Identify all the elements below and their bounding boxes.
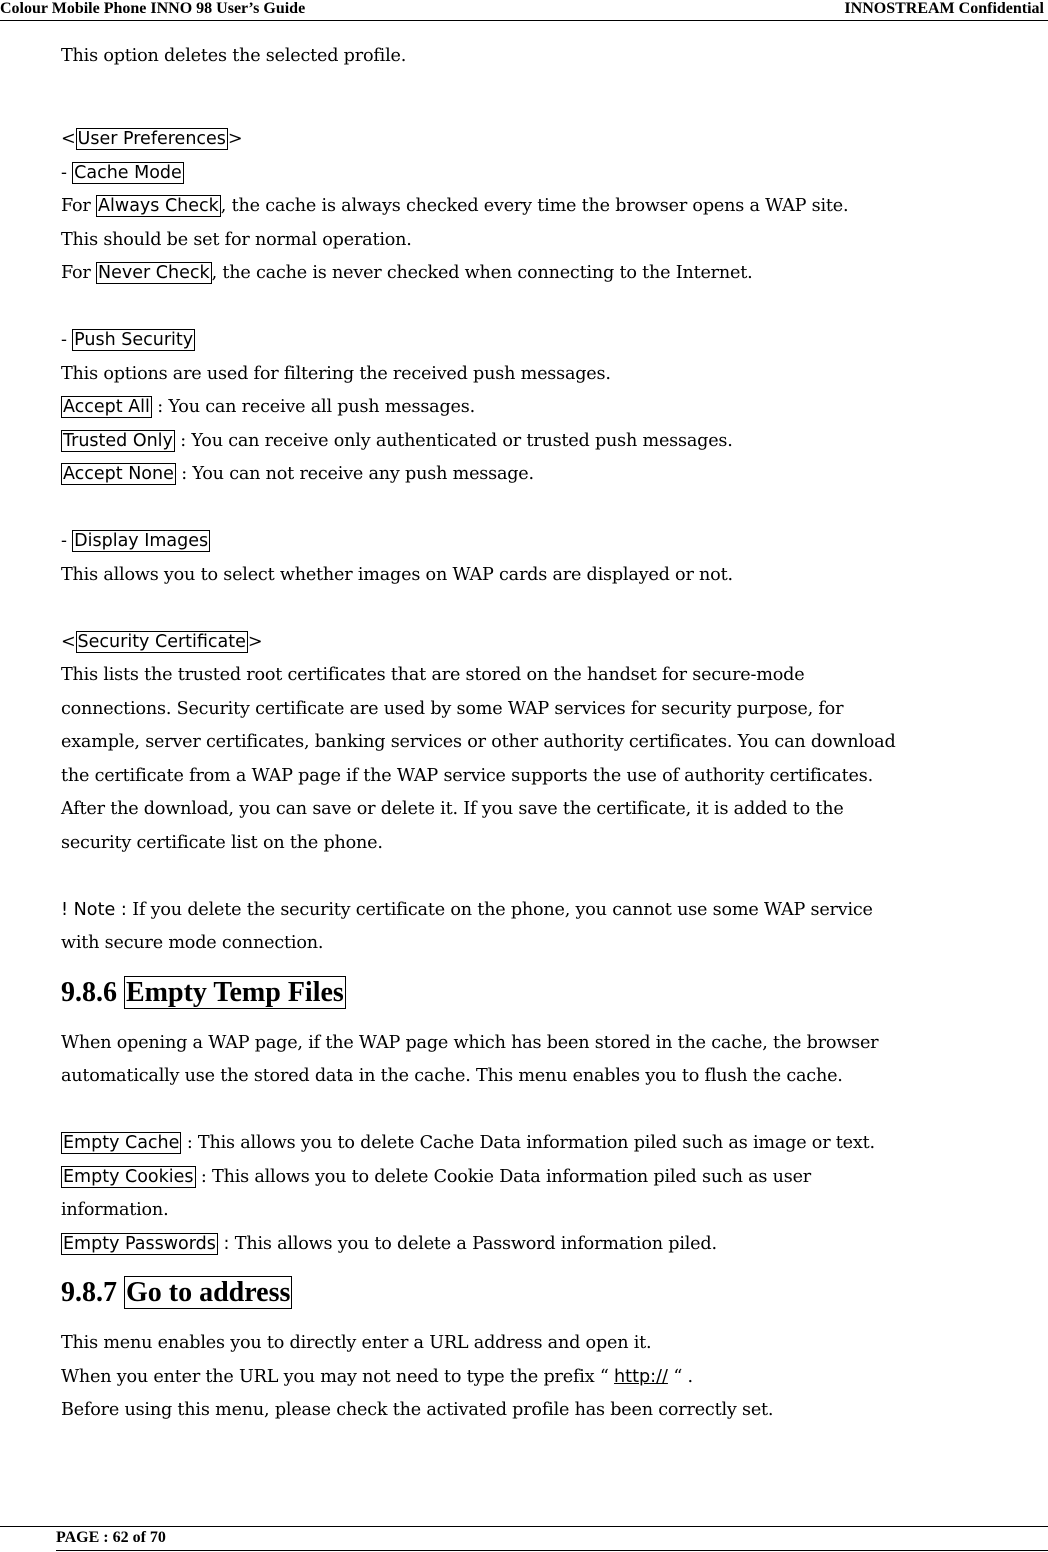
always-check-label: Always Check xyxy=(98,196,219,216)
empty-passwords-label: Empty Passwords xyxy=(63,1233,216,1254)
empty-cookies-label: Empty Cookies xyxy=(63,1166,194,1187)
section-987-number: 9.8.7 xyxy=(61,1277,117,1308)
security-certificate-label: Security Certificate xyxy=(77,631,246,652)
push-security-label: Push Security xyxy=(74,330,194,350)
note-label: ! Note : xyxy=(61,899,127,920)
security-cert-line: After the download, you can save or delete it. If you save the certificate, it is added to the xyxy=(61,799,844,819)
security-certificate-heading: < Security Certificate > xyxy=(61,631,263,652)
accept-all-label: Accept All xyxy=(63,397,150,417)
trusted-only-text: : You can receive only authenticated or trusted push messages. xyxy=(174,430,733,451)
intro-text: This option deletes the selected profile. xyxy=(61,46,407,66)
empty-passwords-text: This allows you to delete a Password information piled. xyxy=(229,1233,717,1254)
display-images-label: Display Images xyxy=(74,531,209,551)
never-check-line: For Never Check , the cache is never checked when connecting to the Internet. xyxy=(61,263,753,283)
empty-cookies-line-2: information. xyxy=(61,1200,169,1220)
trusted-only-label: Trusted Only xyxy=(63,430,173,451)
section-986-line: When opening a WAP page, if the WAP page which has been stored in the cache, the browser xyxy=(61,1032,879,1053)
accept-all-line xyxy=(61,391,1036,425)
always-check-line: For Always Check , the cache is always checked every time the browser opens a WAP site. xyxy=(61,196,849,216)
push-security-heading: - Push Security xyxy=(61,330,194,350)
http-prefix-link[interactable]: http:// xyxy=(614,1366,668,1387)
prefix-text: When you enter the URL you may not need to type the prefix “ xyxy=(61,1366,615,1387)
trusted-only-line xyxy=(61,425,1036,459)
prefix-text-end: “ . xyxy=(667,1366,693,1387)
empty-passwords-line: Empty Passwords : This allows you to delete a Password information piled. xyxy=(63,1233,717,1254)
section-986-title: Empty Temp Files xyxy=(126,976,344,1008)
page-header xyxy=(0,0,1048,21)
note-text: If you delete the security certificate on the phone, you cannot use some WAP service xyxy=(126,899,873,920)
section-987-line-3: Before using this menu, please check the activated profile has been correctly set. xyxy=(61,1400,774,1420)
empty-cookies-line xyxy=(61,1161,1036,1195)
empty-cache-line xyxy=(61,1127,1036,1161)
security-cert-line: example, server certificates, banking services or other authority certificates. You can download xyxy=(61,732,896,752)
user-preferences-heading: < User Preferences > xyxy=(61,129,243,149)
always-check-text: , the cache is always checked every time the browser opens a WAP site. xyxy=(220,196,849,216)
display-images-desc: This allows you to select whether images on WAP cards are displayed or not. xyxy=(61,564,733,585)
cache-mode-label: Cache Mode xyxy=(74,162,182,183)
section-987-heading xyxy=(61,1275,1036,1311)
accept-none-label: Accept None xyxy=(63,464,174,484)
display-images-heading: - Display Images xyxy=(61,531,209,551)
section-986-line: automatically use the stored data in the cache. This menu enables you to flush the cache. xyxy=(61,1066,843,1086)
normal-operation-line: This should be set for normal operation. xyxy=(61,229,412,250)
accept-none-line xyxy=(61,458,1036,492)
document-body xyxy=(61,40,1036,1428)
empty-cache-text: : This allows you to delete Cache Data information piled such as image or text. xyxy=(181,1133,875,1153)
page-footer xyxy=(0,1526,1048,1552)
section-987-line-1: This menu enables you to directly enter a URL address and open it. xyxy=(61,1333,652,1353)
header-doc-title: Colour Mobile Phone INNO 98 User’s Guide xyxy=(0,0,306,17)
section-986-number: 9.8.6 xyxy=(61,976,117,1008)
never-check-text: , the cache is never checked when connecting to the Internet. xyxy=(211,263,753,283)
empty-cookies-text: : This allows you to delete Cookie Data information piled such as user xyxy=(195,1166,812,1187)
security-cert-line: the certificate from a WAP page if the WAP service supports the use of authority certificates. xyxy=(61,765,873,786)
page-number: PAGE : 62 of 70 xyxy=(56,1529,166,1546)
accept-none-text: : You can not receive any push message. xyxy=(175,464,534,484)
accept-all-text: : You can receive all push messages. xyxy=(151,397,475,417)
security-cert-line: security certificate list on the phone. xyxy=(61,832,383,853)
security-cert-line: This lists the trusted root certificates that are stored on the handset for secure-mode xyxy=(61,665,805,685)
note-line-2: with secure mode connection. xyxy=(61,933,324,953)
push-security-desc: This options are used for filtering the received push messages. xyxy=(61,363,611,384)
section-987-line-2 xyxy=(61,1361,1036,1395)
header-confidential: INNOSTREAM Confidential xyxy=(844,0,1044,17)
user-preferences-label: User Preferences xyxy=(77,129,226,149)
section-986-heading xyxy=(61,975,1036,1011)
never-check-label: Never Check xyxy=(98,263,210,283)
note-line xyxy=(61,894,1036,928)
section-987-title: Go to address xyxy=(126,1277,291,1308)
security-cert-line: connections. Security certificate are used by some WAP services for security purpose, for xyxy=(61,698,844,719)
empty-cache-label: Empty Cache xyxy=(63,1133,180,1153)
cache-mode-heading: - Cache Mode xyxy=(61,162,182,183)
